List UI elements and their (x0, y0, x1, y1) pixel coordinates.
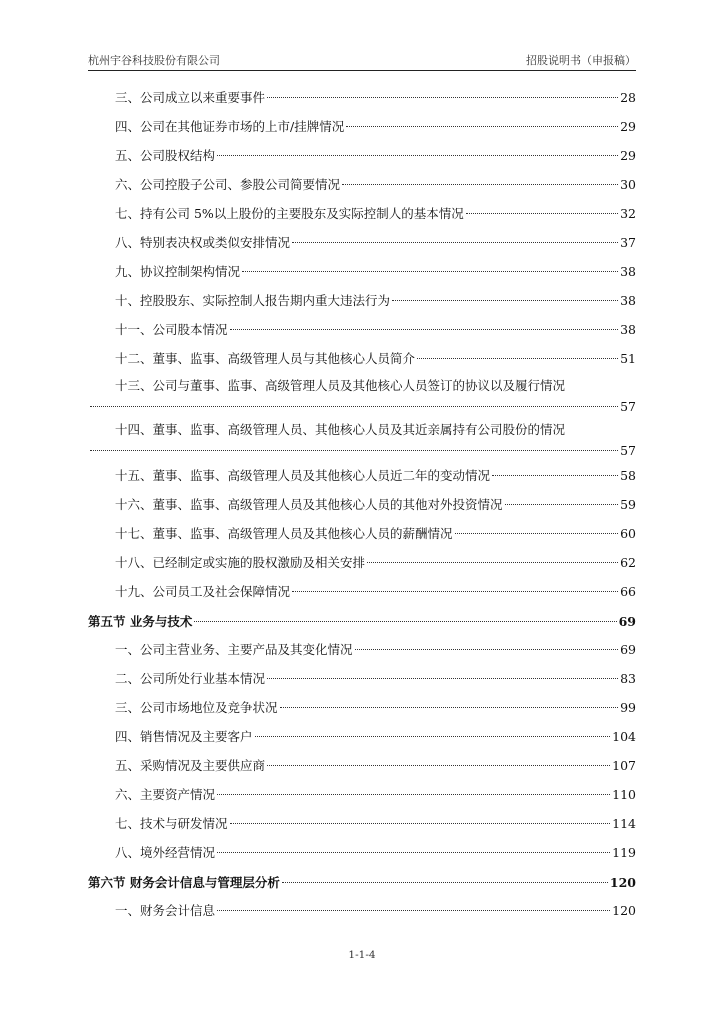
toc-dot-leader (217, 794, 610, 795)
toc-entry-title: 十一、公司股本情况 (115, 322, 228, 337)
toc-entry[interactable] (88, 781, 636, 810)
toc-dot-leader (367, 562, 618, 563)
toc-entry[interactable] (88, 549, 636, 578)
toc-dot-leader (90, 406, 618, 407)
toc-dot-leader (230, 823, 611, 824)
toc-entry-page: 38 (620, 293, 636, 308)
toc-dot-leader (392, 300, 618, 301)
toc-entry-page: 110 (612, 787, 636, 802)
toc-entry-title: 七、持有公司 5%以上股份的主要股东及实际控制人的基本情况 (115, 206, 464, 221)
toc-entry[interactable] (88, 520, 636, 549)
toc-entry-title: 十八、已经制定或实施的股权激励及相关安排 (115, 555, 366, 570)
toc-entry[interactable] (88, 839, 636, 868)
toc-entry-title: 十九、公司员工及社会保障情况 (115, 584, 291, 599)
toc-entry[interactable] (88, 636, 636, 665)
toc-entry-page: 57 (620, 399, 636, 414)
toc-entry-page: 119 (612, 845, 636, 860)
toc-entry-title: 十六、董事、监事、高级管理人员及其他核心人员的其他对外投资情况 (115, 497, 503, 512)
toc-entry[interactable] (88, 142, 636, 171)
toc-entry[interactable] (88, 229, 636, 258)
toc-entry-page: 62 (620, 555, 636, 570)
table-of-contents (88, 84, 636, 926)
toc-dot-leader (267, 97, 618, 98)
toc-dot-leader (267, 678, 618, 679)
toc-entry[interactable] (88, 665, 636, 694)
page-header (88, 52, 636, 70)
toc-section-entry[interactable] (88, 607, 636, 636)
toc-entry-page: 69 (618, 614, 636, 629)
toc-entry-title: 三、公司成立以来重要事件 (115, 90, 266, 105)
toc-entry-title: 二、公司所处行业基本情况 (115, 671, 266, 686)
toc-entry-title: 六、主要资产情况 (115, 787, 216, 802)
header-document-title: 招股说明书（申报稿） (526, 54, 636, 67)
toc-entry-title: 四、销售情况及主要客户 (115, 729, 253, 744)
toc-entry-page: 120 (612, 903, 636, 918)
toc-dot-leader (292, 242, 618, 243)
toc-dot-leader (217, 155, 618, 156)
toc-dot-leader (90, 450, 618, 451)
toc-dot-leader (292, 591, 618, 592)
toc-entry-page: 29 (620, 119, 636, 134)
toc-entry[interactable] (88, 113, 636, 142)
toc-entry-title: 八、特别表决权或类似安排情况 (115, 235, 291, 250)
toc-entry[interactable] (88, 491, 636, 520)
toc-dot-leader (255, 736, 611, 737)
toc-dot-leader (505, 504, 619, 505)
toc-entry-page: 83 (620, 671, 636, 686)
toc-entry-title: 一、公司主营业务、主要产品及其变化情况 (115, 642, 353, 657)
toc-entry[interactable] (88, 810, 636, 839)
toc-dot-leader (267, 765, 610, 766)
toc-entry-title: 九、协议控制架构情况 (115, 264, 241, 279)
toc-entry-page: 99 (620, 700, 636, 715)
toc-entry[interactable] (88, 578, 636, 607)
toc-dot-leader (355, 649, 619, 650)
header-divider (88, 70, 636, 71)
header-company-name: 杭州宇谷科技股份有限公司 (88, 54, 220, 67)
toc-entry-page: 120 (609, 875, 636, 890)
toc-entry-title: 十三、公司与董事、监事、高级管理人员及其他核心人员签订的协议以及履行情况 (115, 378, 566, 393)
toc-entry-page: 57 (620, 443, 636, 458)
toc-dot-leader (466, 213, 618, 214)
toc-entry-title: 十七、董事、监事、高级管理人员及其他核心人员的薪酬情况 (115, 526, 453, 541)
toc-entry-title: 五、采购情况及主要供应商 (115, 758, 266, 773)
toc-dot-leader (342, 184, 618, 185)
toc-entry[interactable] (88, 200, 636, 229)
toc-dot-leader (217, 910, 610, 911)
toc-entry-page: 66 (620, 584, 636, 599)
toc-dot-leader (282, 882, 608, 883)
toc-dot-leader (492, 475, 618, 476)
toc-entry-title: 十二、董事、监事、高级管理人员与其他核心人员简介 (115, 351, 416, 366)
toc-entry[interactable] (88, 418, 636, 462)
toc-entry-page: 60 (620, 526, 636, 541)
toc-dot-leader (455, 533, 619, 534)
toc-entry-title: 七、技术与研发情况 (115, 816, 228, 831)
toc-dot-leader (194, 621, 616, 622)
toc-entry-page: 30 (620, 177, 636, 192)
toc-entry[interactable] (88, 171, 636, 200)
toc-entry[interactable] (88, 345, 636, 374)
toc-entry-title: 第六节 财务会计信息与管理层分析 (88, 875, 280, 890)
toc-entry[interactable] (88, 316, 636, 345)
toc-entry-page: 107 (612, 758, 636, 773)
toc-entry-page: 37 (620, 235, 636, 250)
toc-entry-page: 38 (620, 322, 636, 337)
toc-entry-page: 51 (620, 351, 636, 366)
toc-entry-title: 一、财务会计信息 (115, 903, 216, 918)
toc-dot-leader (417, 358, 618, 359)
toc-entry-page: 59 (620, 497, 636, 512)
toc-entry-title: 十五、董事、监事、高级管理人员及其他核心人员近二年的变动情况 (115, 468, 491, 483)
toc-dot-leader (280, 707, 619, 708)
toc-dot-leader (242, 271, 618, 272)
toc-entry-page: 58 (620, 468, 636, 483)
toc-entry[interactable] (88, 258, 636, 287)
toc-entry-title: 五、公司股权结构 (115, 148, 216, 163)
toc-dot-leader (217, 852, 610, 853)
toc-entry[interactable] (88, 374, 636, 418)
toc-entry[interactable] (88, 897, 636, 926)
toc-entry-page: 32 (620, 206, 636, 221)
toc-entry-title: 十四、董事、监事、高级管理人员、其他核心人员及其近亲属持有公司股份的情况 (115, 422, 566, 437)
page-number: 1-1-4 (348, 949, 376, 961)
toc-entry-page: 28 (620, 90, 636, 105)
toc-entry-title: 三、公司市场地位及竞争状况 (115, 700, 278, 715)
toc-entry[interactable] (88, 462, 636, 491)
toc-entry-page: 29 (620, 148, 636, 163)
toc-entry-page: 38 (620, 264, 636, 279)
toc-entry[interactable] (88, 694, 636, 723)
toc-entry-page: 69 (620, 642, 636, 657)
toc-entry-title: 第五节 业务与技术 (88, 614, 193, 629)
toc-entry-page: 114 (612, 816, 636, 831)
toc-entry[interactable] (88, 723, 636, 752)
toc-entry[interactable] (88, 84, 636, 113)
toc-entry-title: 四、公司在其他证券市场的上市/挂牌情况 (115, 119, 345, 134)
toc-dot-leader (346, 126, 618, 127)
toc-entry-title: 六、公司控股子公司、参股公司简要情况 (115, 177, 341, 192)
toc-entry-title: 十、控股股东、实际控制人报告期内重大违法行为 (115, 293, 391, 308)
toc-entry-page: 104 (612, 729, 636, 744)
toc-section-entry[interactable] (88, 868, 636, 897)
toc-dot-leader (230, 329, 619, 330)
toc-entry-title: 八、境外经营情况 (115, 845, 216, 860)
toc-entry[interactable] (88, 752, 636, 781)
toc-entry[interactable] (88, 287, 636, 316)
